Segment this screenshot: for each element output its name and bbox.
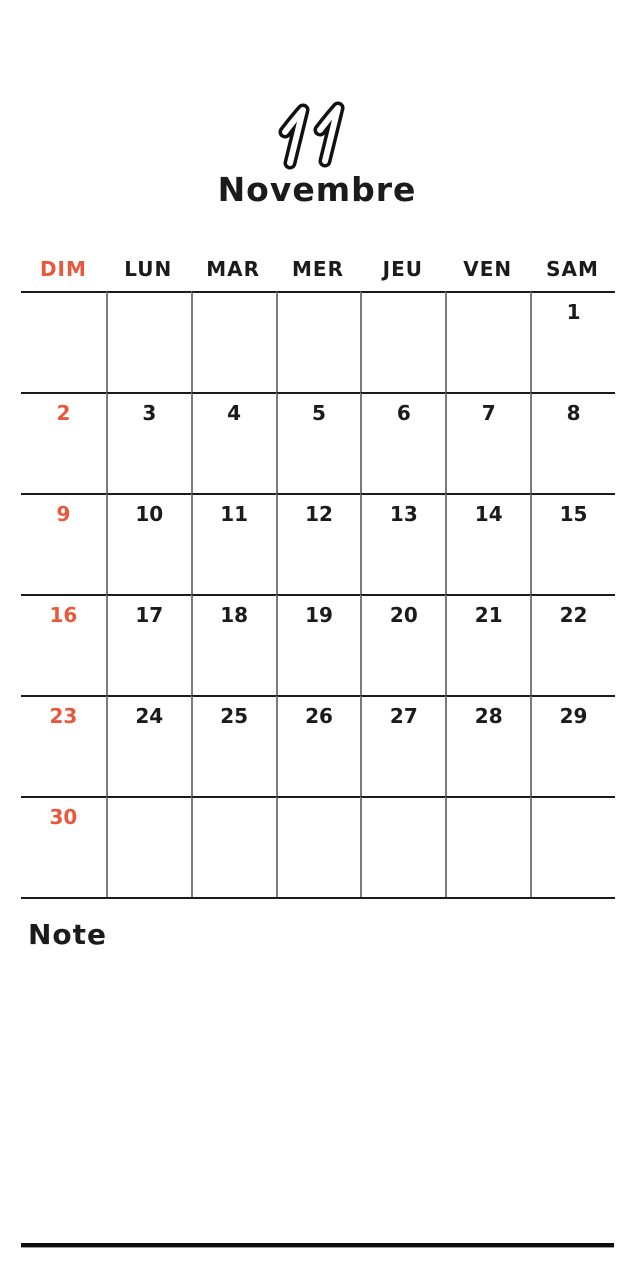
day-cell: 13 [360,493,445,594]
day-cell: 1 [530,291,615,392]
day-cell: 25 [191,695,276,796]
day-cell [445,796,530,897]
day-cell [276,796,361,897]
day-of-week-header-row [21,250,615,288]
day-cell: 17 [106,594,191,695]
month-title: Novembre [217,170,417,209]
day-cell: 30 [21,796,106,897]
day-header-dim: DIM [39,257,87,281]
day-cell: 19 [276,594,361,695]
day-cell: 14 [445,493,530,594]
day-header-sam: SAM [546,257,599,281]
day-header-ven: VEN [463,257,513,281]
day-cell [360,796,445,897]
day-cell: 22 [530,594,615,695]
day-cell [360,291,445,392]
day-cell: 11 [191,493,276,594]
day-cell: 5 [276,392,361,493]
day-cell: 24 [106,695,191,796]
day-cell: 3 [106,392,191,493]
day-cell [530,796,615,897]
day-cell [21,291,106,392]
day-cell: 23 [21,695,106,796]
day-cell [276,291,361,392]
day-cell: 21 [445,594,530,695]
day-cell: 8 [530,392,615,493]
day-cell [445,291,530,392]
day-cell: 4 [191,392,276,493]
day-cell [106,291,191,392]
day-cell: 20 [360,594,445,695]
day-cell: 27 [360,695,445,796]
day-cell [191,796,276,897]
calendar-grid [21,291,615,899]
day-header-jeu: JEU [382,257,424,281]
day-cell: 7 [445,392,530,493]
day-cell: 29 [530,695,615,796]
day-cell: 12 [276,493,361,594]
day-cell [191,291,276,392]
note-heading: Note [28,918,108,951]
day-cell: 15 [530,493,615,594]
day-header-lun: LUN [124,257,173,281]
day-cell: 16 [21,594,106,695]
day-cell: 6 [360,392,445,493]
day-cell: 18 [191,594,276,695]
day-cell: 9 [21,493,106,594]
day-header-mer: MER [292,257,344,281]
day-cell: 2 [21,392,106,493]
bottom-divider-line [21,1243,614,1248]
day-cell: 10 [106,493,191,594]
day-cell [106,796,191,897]
day-header-mar: MAR [206,257,261,281]
day-cell: 28 [445,695,530,796]
day-cell: 26 [276,695,361,796]
month-number-graphic [272,100,356,172]
